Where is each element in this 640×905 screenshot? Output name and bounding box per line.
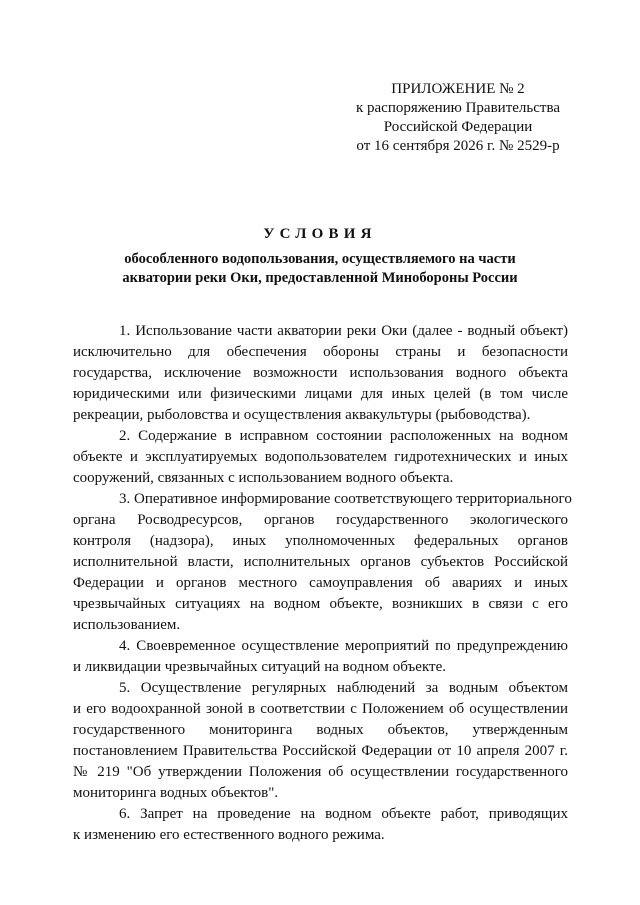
text-line: к изменению его естественного водного режима.	[73, 827, 385, 843]
text-line: 5. Осуществление регулярных наблюдений за водным объектом	[119, 680, 568, 696]
text-line: государственного мониторинга водных объектов, утвержденным	[73, 722, 568, 738]
appendix-issuer: Российской Федерации	[383, 119, 533, 135]
text-line: органа Росводресурсов, органов государственного экологического	[73, 512, 568, 528]
text-line: постановлением Правительства Российской Федерации от 10 апреля 2007 г.	[73, 743, 568, 759]
text-line: № 219 "Об утверждении Положения об осуществлении государственного	[73, 764, 568, 780]
text-line: контроля (надзора), иных уполномоченных федеральных органов	[73, 533, 568, 549]
text-line: исполнительной власти, исполнительных органов субъектов Российской	[73, 554, 568, 570]
text-line: мониторинга водных объектов".	[73, 785, 279, 801]
document-title: УСЛОВИЯ	[263, 226, 377, 242]
subtitle-line: обособленного водопользования, осуществляемого на части	[124, 251, 516, 267]
text-line: 3. Оперативное информирование соответствующего территориального	[119, 491, 572, 507]
text-line: государства, исключение возможности использования водного объекта	[73, 365, 568, 381]
text-line: Федерации и органов местного самоуправления об авариях и иных	[73, 575, 568, 591]
text-line: и ликвидации чрезвычайных ситуаций на водном объекте.	[73, 659, 447, 675]
paragraph-1	[73, 321, 568, 426]
text-line: рекреации, рыболовства и осуществления аквакультуры (рыбоводства).	[73, 407, 531, 423]
document-subtitle	[0, 250, 640, 288]
text-line: юридическими или физическими лицами для иных целей (в том числе	[73, 386, 568, 402]
paragraph-2	[73, 426, 568, 489]
appendix-date: от 16 сентября 2026 г. № 2529-р	[356, 138, 560, 154]
appendix-decree-ref: к распоряжению Правительства	[355, 100, 560, 116]
appendix-number: ПРИЛОЖЕНИЕ № 2	[391, 81, 525, 97]
paragraph-3	[73, 489, 572, 636]
document-body	[73, 321, 572, 846]
subtitle-line: акватории реки Оки, предоставленной Минобороны России	[122, 270, 518, 286]
text-line: 1. Использование части акватории реки Оки (далее - водный объект)	[119, 323, 568, 339]
text-line: 6. Запрет на проведение на водном объекте работ, приводящих	[119, 806, 568, 822]
paragraph-5	[73, 678, 568, 804]
paragraph-6	[73, 804, 568, 846]
text-line: и его водоохранной зоной в соответствии с Положением об осуществлении	[73, 701, 568, 717]
text-line: 4. Своевременное осуществление мероприятий по предупреждению	[119, 638, 568, 654]
appendix-header	[338, 80, 578, 156]
text-line: сооружений, связанных с использованием водного объекта.	[73, 470, 454, 486]
text-line: исключительно для обеспечения обороны страны и безопасности	[73, 344, 568, 360]
text-line: использованием.	[73, 617, 181, 633]
text-line: объекте и эксплуатируемых водопользователем гидротехнических и иных	[73, 449, 568, 465]
text-line: 2. Содержание в исправном состоянии расположенных на водном	[119, 428, 568, 444]
text-line: чрезвычайных ситуациях на водном объекте, возникших в связи с его	[73, 596, 568, 612]
paragraph-4	[73, 636, 568, 678]
